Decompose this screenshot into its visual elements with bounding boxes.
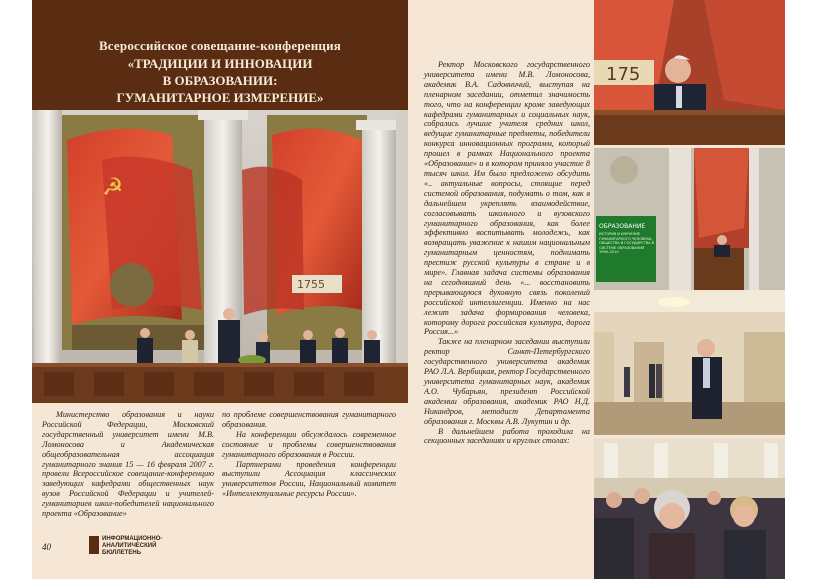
svg-text:☭: ☭: [102, 173, 124, 201]
mural-year-sign: 1755: [297, 278, 325, 291]
publication-label-line: БЮЛЛЕТЕНЬ: [102, 550, 142, 556]
podium-sign-number: 175: [606, 64, 641, 85]
col3-paragraph: В дальнейшем работа проходила на секционных заседаниях и круглых столах:: [424, 426, 590, 446]
publication-label-line: ИНФОРМАЦИОННО-: [102, 536, 163, 542]
publication-label: [102, 536, 162, 557]
title-line2: «ТРАДИЦИИ И ИННОВАЦИИ: [127, 56, 313, 71]
col3-paragraph: Также на пленарном заседании выступили ректор Санкт-Петербургского государственного университета академик РАО Л.А. Вербицкая, ректор Государственного университета гуманитарных наук, академик А.О. Чубарьян, президент Российской академии образования, академик РАО Н.Д. Никандров, методист Департамента образования г. Москвы А.В. Лукутин и др.: [424, 337, 590, 426]
footer-color-bar: [89, 536, 99, 554]
title-line1: Всероссийское совещание-конференция: [98, 38, 342, 53]
speaker-at-podium-photo: [594, 0, 785, 145]
col2-paragraph: по проблеме совершенствования гуманитарного образования.: [222, 410, 396, 429]
col2-paragraph: На конференции обсуждалось современное состояние и проблемы совершенствования гуманитарного образования в России.: [222, 429, 396, 459]
audience-photo: [594, 438, 785, 579]
magazine-spread: [32, 0, 785, 579]
article-title-box: [32, 0, 408, 110]
col1-paragraph: Министерство образования и науки Российской Федерации, Московский государственный университет имени М.В. Ломоносова и Академическая общеобразовательная ассоциация гуманитарного знания 15 — 16 февраля 2007 г. провели Всероссийское совещание-конференцию заведующих кафедрами общественных наук вузов Российской Федерации и учителей-гуманитариев школ-победителей национального проекта «Образование»: [42, 410, 214, 519]
lobby-portrait-photo: [594, 292, 785, 435]
screen-title: ОБРАЗОВАНИЕ: [599, 223, 646, 230]
title-line3: В ОБРАЗОВАНИИ:: [162, 73, 278, 88]
article-column-1: [42, 410, 214, 519]
col3-paragraph: Ректор Московского государственного университета имени М.В. Ломоносова, академик В.А. Садовничий, выступая на пленарном заседании, отметил значимость того, что на конференции кроме заведующих кафедрами гуманитарных и социальных наук, собрались лучшие учителя средних школ, ведущие гуманитарные предметы, победители конкурса инновационных программ, который прошел в рамках Национального проекта «Образование» и в котором приняло участие 8 тысяч школ. Им было предложено обсудить «.. актуальные вопросы, стоящие перед системой образования, подумать о том, как в дальнейшем укреплять взаимодействие, согласовывать школьного и вузовского гуманитарного образования, как более эффективно воспитывать молодежь, как возвращать уважение к нашим национальным гуманитарным ценностям, поднимать престиж русской культуры в стране и в мире». Главная задача системы образования на сегодняшний день «... восстановить прерывающуюся духовную связь поколений российской интеллигенции. Именно на нас лежит задача формирования человека, которому дорога российская культура, дорога Россия...»: [424, 60, 590, 337]
hall-screen-photo: [594, 148, 785, 290]
article-column-2: [222, 410, 396, 499]
publication-label-line: АНАЛИТИЧЕСКИЙ: [102, 543, 157, 549]
conference-hall-photo: [32, 110, 408, 403]
article-column-3: [424, 60, 590, 446]
col2-paragraph: Партнерами проведения конференции выступили Ассоциация классических университетов России, Национальный комитет «Интеллектуальные ресурсы России».: [222, 459, 396, 499]
title-line4: ГУМАНИТАРНОЕ ИЗМЕРЕНИЕ»: [116, 90, 324, 105]
page-number: 40: [42, 542, 51, 552]
screen-body: ИСТОРИЯ И ИЗУЧЕНИЕ ГУМАНИТАРНОГО ЧЕЛОВЕКА, ОБЩЕСТВА И ГОСУДАРСТВА В СИСТЕМЕ ОБРАЗОВАНИЯ 1990–2010: [599, 232, 654, 254]
